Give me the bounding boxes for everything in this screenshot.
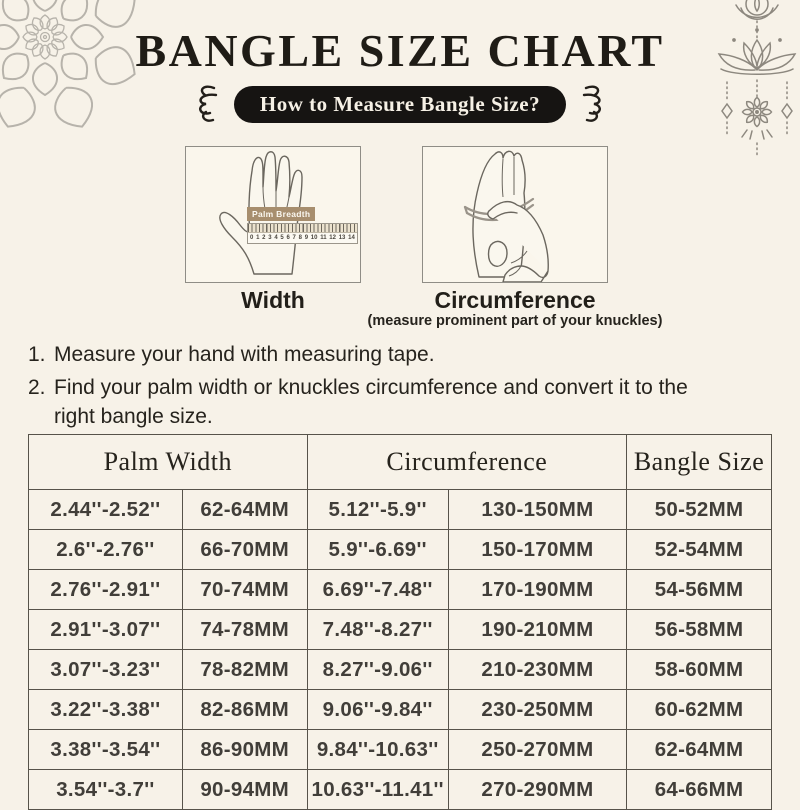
instruction-item <box>28 374 772 432</box>
table-cell: 56-58MM <box>627 610 772 650</box>
ruler-ticks <box>248 224 357 233</box>
circumference-diagram-box <box>422 146 608 283</box>
table-cell: 90-94MM <box>182 770 307 810</box>
instruction-number: 1. <box>28 343 46 366</box>
ruler-number: 3 <box>268 235 272 241</box>
ruler-number: 5 <box>280 235 284 241</box>
page-title: BANGLE SIZE CHART <box>135 25 665 76</box>
squiggle-right-icon <box>580 82 608 126</box>
instruction-text: Measure your hand with measuring tape. <box>54 343 435 366</box>
table-row <box>29 530 772 570</box>
instruction-number: 2. <box>28 375 46 399</box>
table-cell: 130-150MM <box>448 490 626 530</box>
table-cell: 2.76''-2.91'' <box>29 570 183 610</box>
table-row <box>29 770 772 810</box>
table-cell: 9.06''-9.84'' <box>307 690 448 730</box>
table-row <box>29 610 772 650</box>
table-cell: 82-86MM <box>182 690 307 730</box>
table-row <box>29 690 772 730</box>
squiggle-left-icon <box>192 82 220 126</box>
table-cell: 270-290MM <box>448 770 626 810</box>
ruler-number: 0 <box>250 235 254 241</box>
ruler-number: 14 <box>348 235 355 241</box>
table-cell: 230-250MM <box>448 690 626 730</box>
table-cell: 50-52MM <box>627 490 772 530</box>
table-cell: 250-270MM <box>448 730 626 770</box>
table-cell: 62-64MM <box>627 730 772 770</box>
table-cell: 3.07''-3.23'' <box>29 650 183 690</box>
ruler-number: 2 <box>262 235 266 241</box>
instruction-item <box>28 341 772 370</box>
circumference-caption: Circumference <box>434 287 596 313</box>
table-cell: 5.9''-6.69'' <box>307 530 448 570</box>
table-row <box>29 570 772 610</box>
table-cell: 58-60MM <box>627 650 772 690</box>
table-cell: 86-90MM <box>182 730 307 770</box>
ruler-number: 10 <box>310 235 318 241</box>
table-header-cell: Circumference <box>307 435 626 490</box>
table-cell: 150-170MM <box>448 530 626 570</box>
measure-pill <box>234 86 566 123</box>
table-cell: 54-56MM <box>627 570 772 610</box>
table-cell: 52-54MM <box>627 530 772 570</box>
ruler-number: 6 <box>286 235 290 241</box>
ruler-number: 4 <box>274 235 278 241</box>
pill-label: How to Measure Bangle Size? <box>259 91 541 116</box>
table-cell: 2.91''-3.07'' <box>29 610 183 650</box>
circumference-note: (measure prominent part of your knuckles) <box>367 313 663 329</box>
width-caption: Width <box>241 287 305 313</box>
table-cell: 3.38''-3.54'' <box>29 730 183 770</box>
ruler-number: 7 <box>292 235 296 241</box>
table-cell: 74-78MM <box>182 610 307 650</box>
table-cell: 64-66MM <box>627 770 772 810</box>
table-cell: 78-82MM <box>182 650 307 690</box>
instructions-list <box>28 341 772 436</box>
table-cell: 2.44''-2.52'' <box>29 490 183 530</box>
ruler-number: 8 <box>298 235 302 241</box>
palm-breadth-tag: Palm Breadth <box>247 207 315 221</box>
ruler-number: 9 <box>304 235 309 241</box>
table-cell: 190-210MM <box>448 610 626 650</box>
table-header-cell: Bangle Size <box>627 435 772 490</box>
table-header-cell: Palm Width <box>29 435 308 490</box>
table-cell: 3.22''-3.38'' <box>29 690 183 730</box>
ruler-number: 13 <box>338 235 346 241</box>
table-cell: 6.69''-7.48'' <box>307 570 448 610</box>
instruction-text: Find your palm width or knuckles circumference and convert it to the right bangle size. <box>54 375 688 428</box>
measure-pill-row <box>0 84 800 124</box>
table-cell: 5.12''-5.9'' <box>307 490 448 530</box>
table-cell: 62-64MM <box>182 490 307 530</box>
table-cell: 3.54''-3.7'' <box>29 770 183 810</box>
table-cell: 10.63''-11.41'' <box>307 770 448 810</box>
table-row <box>29 490 772 530</box>
table-header-row <box>29 435 772 490</box>
ruler-number: 1 <box>256 235 260 241</box>
width-diagram-box <box>185 146 361 283</box>
table-cell: 170-190MM <box>448 570 626 610</box>
ruler-numbers <box>248 233 357 244</box>
table-cell: 2.6''-2.76'' <box>29 530 183 570</box>
table-cell: 7.48''-8.27'' <box>307 610 448 650</box>
ruler-number: 11 <box>320 235 327 241</box>
ruler <box>247 223 358 244</box>
size-table <box>28 434 772 810</box>
table-row <box>29 650 772 690</box>
hand-knuckles-icon <box>423 147 607 282</box>
table-cell: 70-74MM <box>182 570 307 610</box>
table-cell: 66-70MM <box>182 530 307 570</box>
ruler-number: 12 <box>329 235 336 241</box>
table-cell: 8.27''-9.06'' <box>307 650 448 690</box>
table-cell: 210-230MM <box>448 650 626 690</box>
table-cell: 60-62MM <box>627 690 772 730</box>
table-row <box>29 730 772 770</box>
table-cell: 9.84''-10.63'' <box>307 730 448 770</box>
